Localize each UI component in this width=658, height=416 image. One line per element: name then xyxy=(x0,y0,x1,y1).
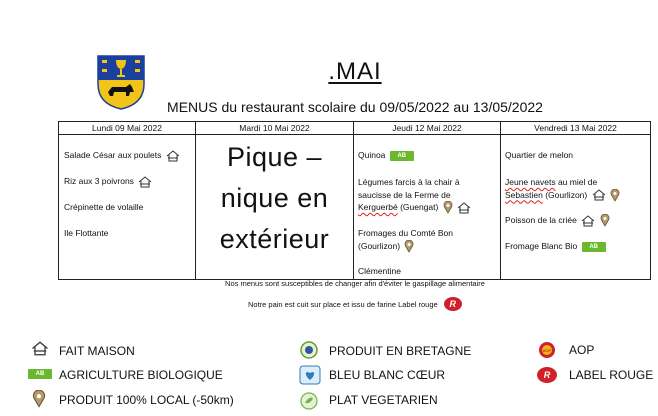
menu-item-text: Ile Flottante xyxy=(64,228,109,238)
label-rouge-icon: R xyxy=(444,297,462,311)
legend-aop: AOP xyxy=(569,343,595,357)
picnic-notice: Pique – nique en extérieur xyxy=(219,142,330,254)
waste-note: Nos menus sont susceptibles de changer afin d'éviter le gaspillage alimentaire xyxy=(225,279,485,288)
menu-cell-monday xyxy=(59,135,196,280)
menu-cell-tuesday xyxy=(196,135,354,280)
menu-item-text: Poisson de la criée xyxy=(505,215,577,225)
farm-name: Kerguerbé xyxy=(358,202,398,212)
page-title: .MAI xyxy=(328,58,382,85)
local-pin-icon xyxy=(32,390,46,408)
menu-cell-thursday xyxy=(354,135,501,280)
legend-label-rouge: LABEL ROUGE xyxy=(569,368,654,382)
menu-cell-friday xyxy=(501,135,651,280)
local-pin-icon xyxy=(443,201,453,214)
legend-bio: AGRICULTURE BIOLOGIQUE xyxy=(59,368,223,382)
menu-item-text: saucisse de la Ferme de xyxy=(358,189,451,200)
menu-item xyxy=(358,176,471,214)
menu-item xyxy=(505,149,573,162)
menu-item-text: (Guengat) xyxy=(400,202,439,212)
menu-item xyxy=(358,265,401,278)
local-pin-icon xyxy=(404,240,414,253)
house-icon xyxy=(457,202,471,214)
house-icon xyxy=(138,176,152,188)
menu-item-text: (Gourlizon) xyxy=(358,240,401,251)
menu-item-text: Crépinette de volaille xyxy=(64,202,144,212)
day-header-monday: Lundi 09 Mai 2022 xyxy=(59,122,196,135)
house-icon xyxy=(31,341,49,356)
legend-bbc: BLEU BLANC CŒUR xyxy=(329,368,446,382)
menu-item-text: Jeune navets xyxy=(505,177,556,187)
menu-item xyxy=(64,149,180,162)
legend-vege: PLAT VEGETARIEN xyxy=(329,393,438,407)
vegetarian-icon xyxy=(300,392,318,410)
menu-item-text: Clémentine xyxy=(358,266,401,276)
menu-item xyxy=(64,201,143,214)
menu-item-text: Quartier de melon xyxy=(505,150,574,160)
menu-item xyxy=(505,240,606,253)
menu-table xyxy=(58,121,651,280)
menu-item-text: Légumes farcis à la chair à xyxy=(358,177,460,187)
menu-item xyxy=(505,176,620,202)
bread-note-text: Notre pain est cuit sur place et issu de farine Label rouge xyxy=(248,300,438,309)
menu-item-text: Quinoa xyxy=(358,150,386,160)
legend-fait-maison: FAIT MAISON xyxy=(59,344,135,358)
menu-item-text: Riz aux 3 poivrons xyxy=(64,176,134,186)
menu-item xyxy=(64,175,152,188)
aop-icon xyxy=(537,341,557,359)
menu-item-text: (Gourlizon) xyxy=(545,189,588,200)
aop-icon-text: AOP xyxy=(542,348,552,353)
menu-item xyxy=(358,149,414,162)
legend-bretagne: PRODUIT EN BRETAGNE xyxy=(329,344,472,358)
local-pin-icon xyxy=(610,189,620,202)
menu-item-text: au miel de xyxy=(557,177,598,187)
day-header-tuesday: Mardi 10 Mai 2022 xyxy=(196,122,354,135)
house-icon xyxy=(592,189,606,201)
label-rouge-icon: R xyxy=(537,367,557,383)
page-subtitle: MENUS du restaurant scolaire du 09/05/2022 au 13/05/2022 xyxy=(167,99,543,115)
house-icon xyxy=(581,215,595,227)
bio-icon: AB xyxy=(582,242,606,252)
bretagne-icon xyxy=(299,341,319,359)
bio-icon: AB xyxy=(28,369,52,379)
menu-item-text: Fromages du Comté Bon xyxy=(358,228,453,238)
menu-item-text: Fromage Blanc Bio xyxy=(505,241,578,251)
menu-item-text: Salade César aux poulets xyxy=(64,150,162,160)
menu-item xyxy=(505,214,610,227)
bio-icon: AB xyxy=(390,151,414,161)
house-icon xyxy=(166,150,180,162)
bread-note xyxy=(248,297,462,311)
local-pin-icon xyxy=(600,214,610,227)
day-header-thursday: Jeudi 12 Mai 2022 xyxy=(354,122,501,135)
menu-item xyxy=(64,227,108,240)
bleu-blanc-coeur-icon xyxy=(299,365,321,385)
day-header-friday: Vendredi 13 Mai 2022 xyxy=(501,122,651,135)
producer-name: Sebastien xyxy=(505,189,543,200)
menu-item xyxy=(358,227,453,253)
legend-local: PRODUIT 100% LOCAL (-50km) xyxy=(59,393,234,407)
